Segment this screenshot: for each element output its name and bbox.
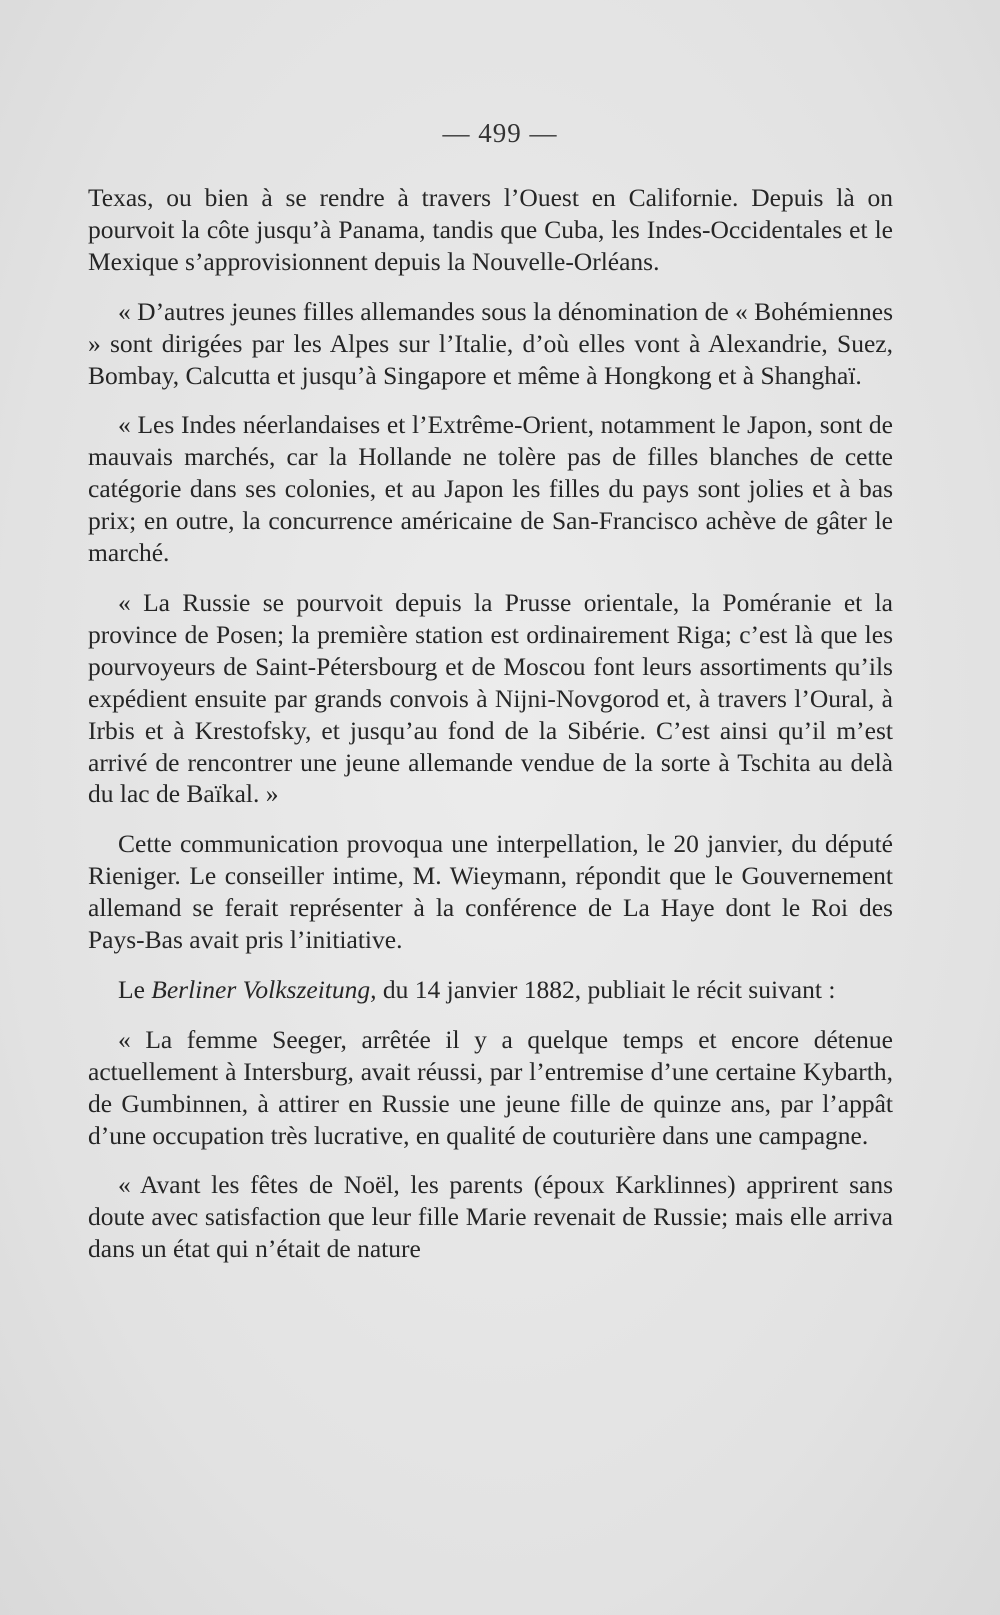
paragraph-continuation: Texas, ou bien à se rendre à travers l’Ouest en Californie. Depuis là on pourvoit la côte jusqu’à Panama, tandis que Cuba, les Indes-Occidentales et le Mexique s’approvisionnent depuis la Nouvelle-Orléans. xyxy=(88,183,893,276)
body-text xyxy=(88,182,893,1265)
paragraph-noel: « Avant les fêtes de Noël, les parents (époux Karklinnes) apprirent sans doute avec satisfaction que leur fille Marie revenait de Russie; mais elle arriva dans un état qui n’était de nature xyxy=(88,1170,893,1264)
text-before-title: Le xyxy=(118,974,152,1004)
paragraph-berliner-volkszeitung xyxy=(88,974,893,1006)
publication-title: Berliner Volkszeitung, xyxy=(151,974,377,1004)
paragraph-femme-seeger: « La femme Seeger, arrêtée il y a quelque temps et encore détenue actuellement à Intersburg, avait réussi, par l’entremise d’une certaine Kybarth, de Gumbinnen, à attirer en Russie une jeune fille de quinze ans, par l’appât d’une occupation très lucrative, en qualité de couturière dans une campagne. xyxy=(88,1024,893,1150)
paragraph-russie: « La Russie se pourvoit depuis la Prusse orientale, la Poméranie et la province de Posen; la première station est ordinairement Riga; c’est là que les pourvoyeurs de Saint-Pétersbourg et de Moscou font leurs assortiments qu’ils expédient ensuite par grands convois à Nijni-Novgorod et, à travers l’Oural, à Irbis et à Krestofsky, et jusqu’au fond de la Sibérie. C’est ainsi qu’il m’est arrivé de rencontrer une jeune allemande vendue de la sorte à Tschita au delà du lac de Baïkal. » xyxy=(88,587,893,809)
paragraph-interpellation: Cette communication provoqua une interpellation, le 20 janvier, du député Rieniger. Le conseiller intime, M. Wieymann, répondit que le Gouvernement allemand se ferait représenter à la conférence de La Haye dont le Roi des Pays-Bas avait pris l’initiative. xyxy=(88,829,893,955)
text-after-title: du 14 janvier 1882, publiait le récit suivant : xyxy=(376,974,836,1004)
paragraph-indes-neerlandaises: « Les Indes néerlandaises et l’Extrême-Orient, notamment le Japon, sont de mauvais marchés, car la Hollande ne tolère pas de filles blanches de cette catégorie dans ses colonies, et au Japon les filles du pays sont jolies et à bas prix; en outre, la concurrence américaine de San-Francisco achève de gâter le marché. xyxy=(88,410,893,568)
paragraph-bohemiennes: « D’autres jeunes filles allemandes sous la dénomination de « Bohémiennes » sont dirigées par les Alpes sur l’Italie, d’où elles vont à Alexandrie, Suez, Bombay, Calcutta et jusqu’à Singapore et même à Hongkong et à Shanghaï. xyxy=(88,296,893,390)
page-number: — 499 — xyxy=(442,118,558,148)
